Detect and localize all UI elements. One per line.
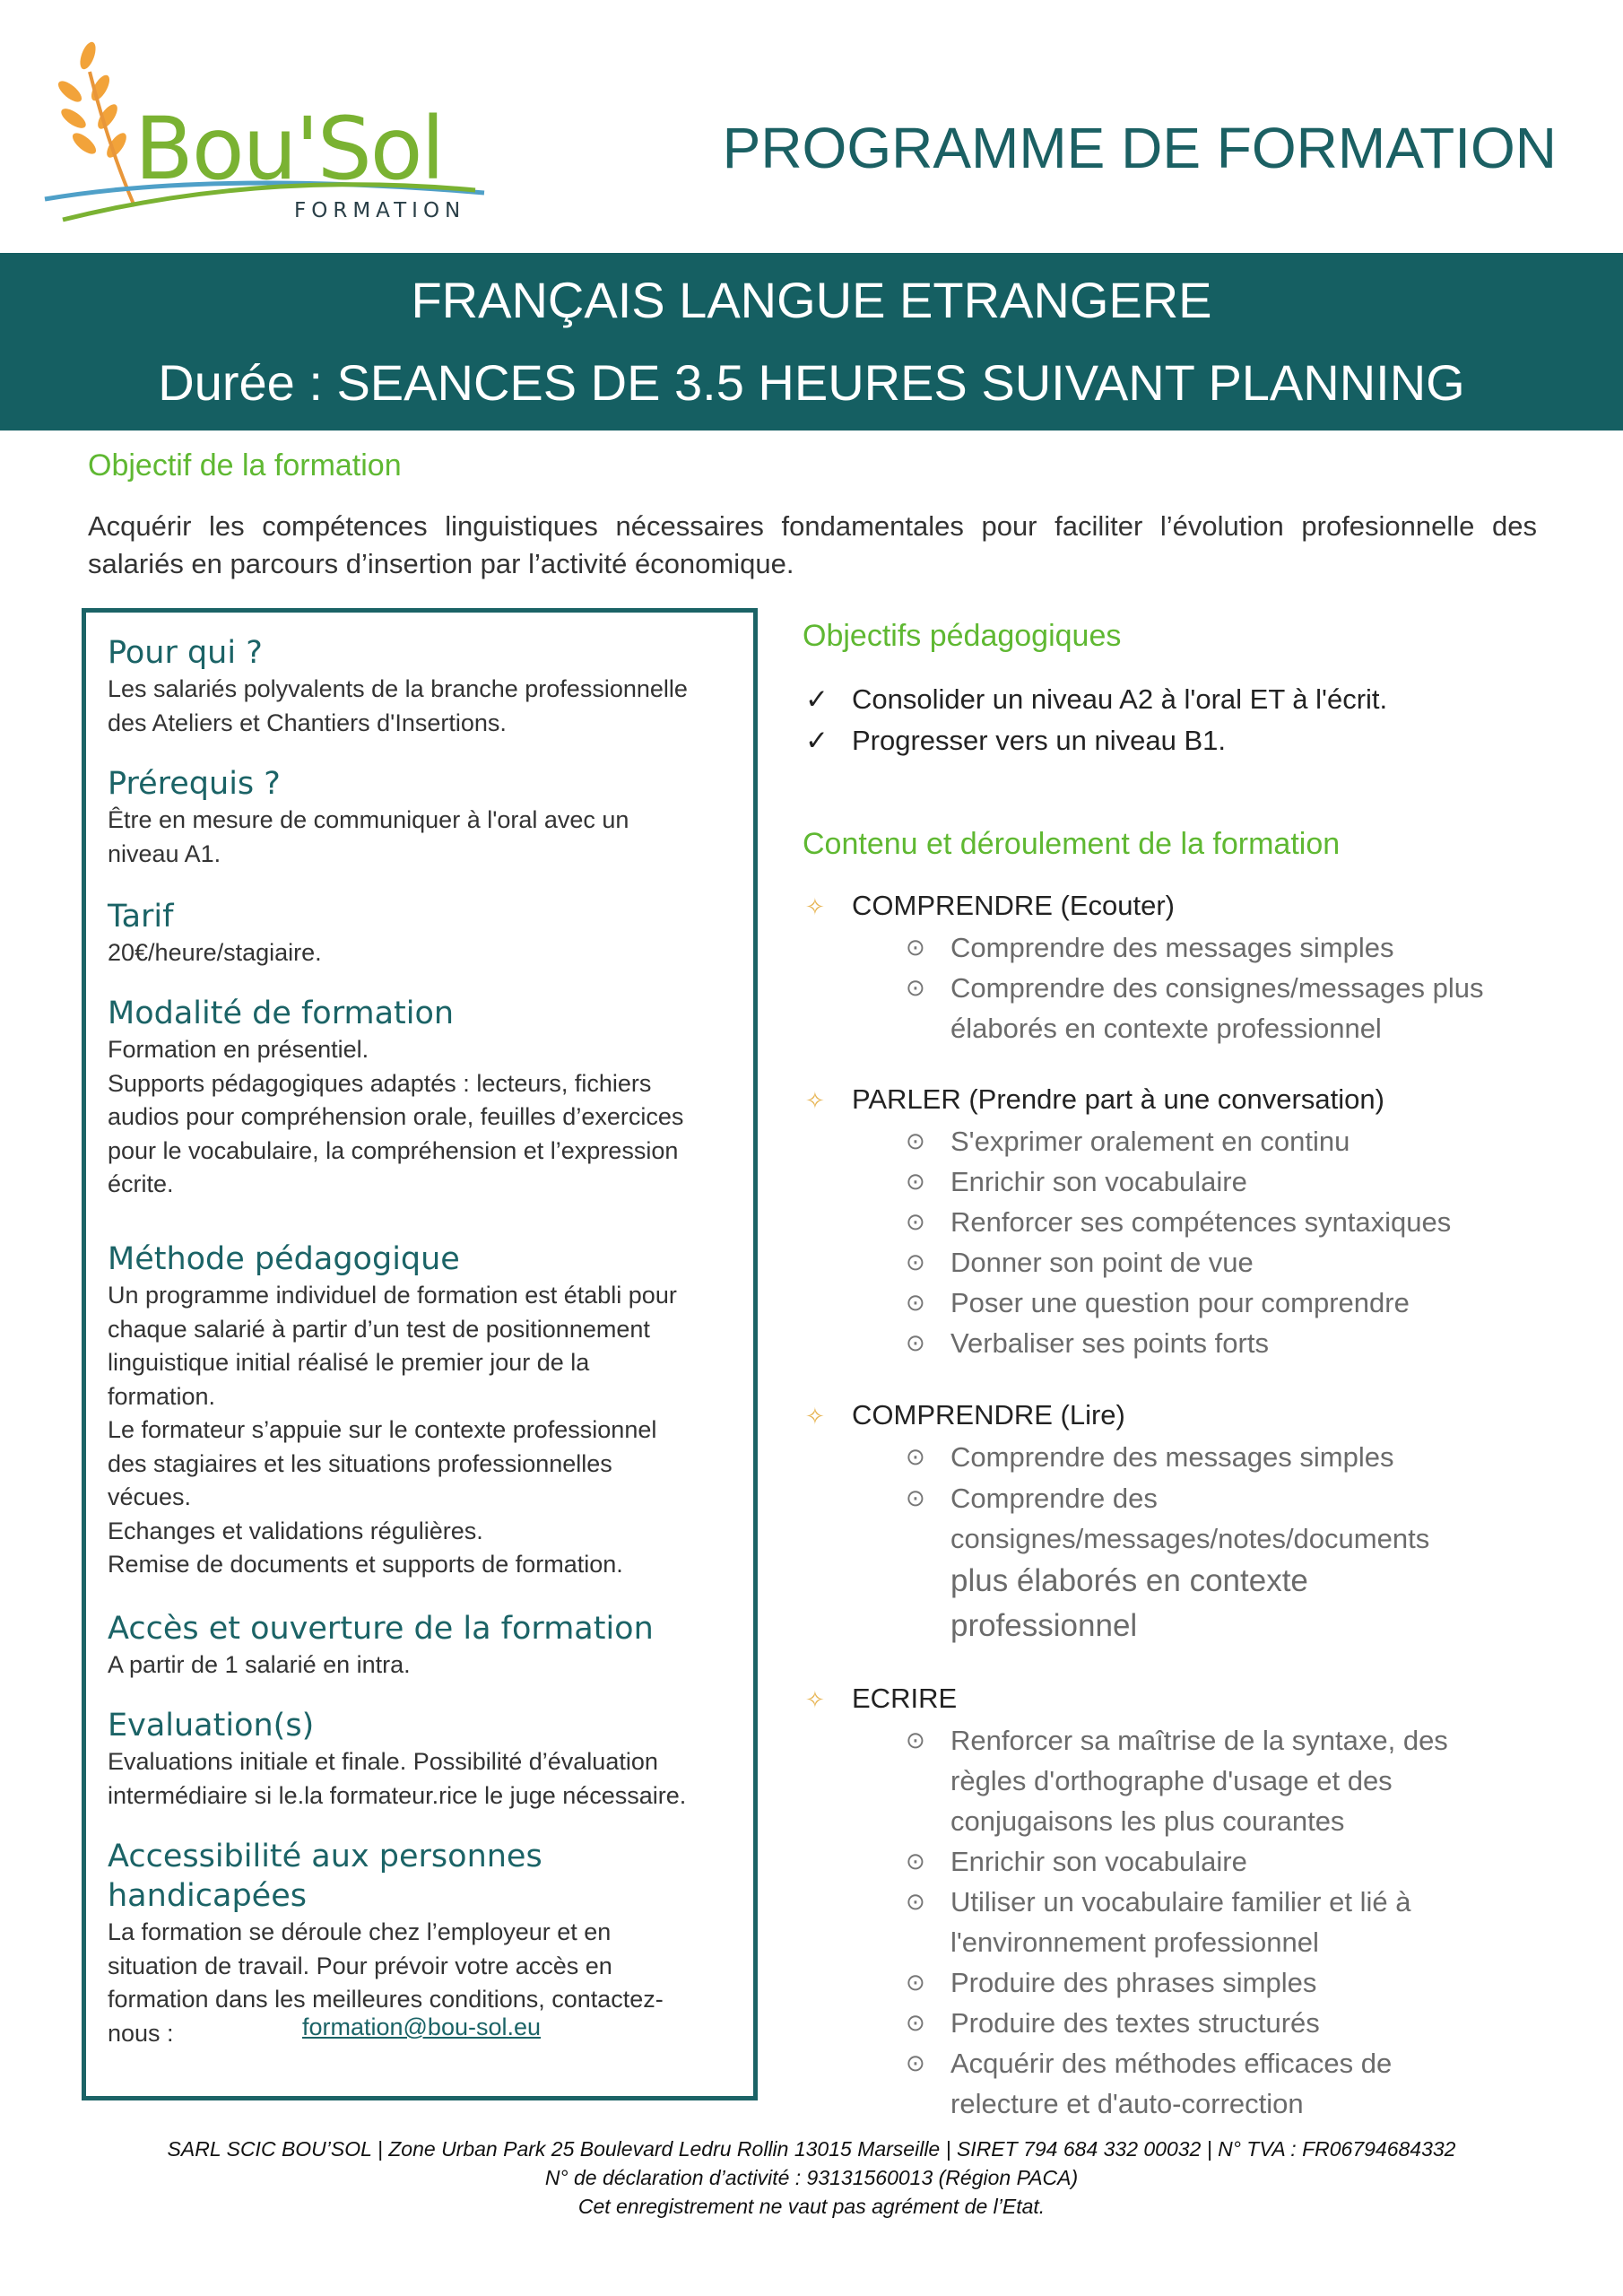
content-item-line: Renforcer ses compétences syntaxiques: [950, 1206, 1452, 1238]
section-line: pour le vocabulaire, la compréhension et l’expression: [108, 1136, 679, 1164]
content-item-line: Comprendre des messages simples: [950, 1441, 1394, 1473]
section-modalite: [108, 994, 735, 1202]
content-item-line: consignes/messages/notes/documents: [950, 1523, 1430, 1554]
objective-heading: Objectif de la formation: [88, 448, 402, 483]
group-head-text: ECRIRE: [852, 1683, 958, 1714]
section-line: Les salariés polyvalents de la branche professionnelle: [108, 675, 688, 702]
section-line: Un programme individuel de formation est établi pour: [108, 1282, 677, 1309]
section-methode: [108, 1239, 735, 1582]
circle-bullet-icon: ⊙: [906, 1888, 925, 1915]
content-item: [906, 2043, 1392, 2124]
section-title: Tarif: [108, 899, 174, 935]
section-line: A partir de 1 salarié en intra.: [108, 1651, 411, 1678]
content-item-line: relecture et d'auto-correction: [950, 2088, 1304, 2119]
pedagogical-objectives-heading: Objectifs pédagogiques: [803, 619, 1122, 653]
section-title: Modalité de formation: [108, 996, 455, 1031]
footer: [0, 2135, 1623, 2221]
course-duration: Durée : SEANCES DE 3.5 HEURES SUIVANT PLANNING: [158, 354, 1465, 411]
content-group-head: [805, 1683, 957, 1715]
content-item: [906, 1437, 1394, 1477]
content-item: [906, 2003, 1320, 2043]
content-item-line: élaborés en contexte professionnel: [950, 1013, 1382, 1044]
section-line: Remise de documents et supports de formation.: [108, 1551, 623, 1578]
content-item: [906, 1841, 1247, 1882]
content-group-head: [805, 1399, 1125, 1431]
group-head-text: PARLER (Prendre part à une conversation): [852, 1083, 1384, 1115]
section-pour-qui: [108, 633, 735, 740]
footer-declaration-line: N° de déclaration d’activité : 93131560013 (Région PACA): [544, 2166, 1079, 2189]
section-line: formation dans les meilleures conditions, contactez-: [108, 1986, 664, 2013]
content-item: [906, 1478, 1429, 1648]
section-line: écrite.: [108, 1170, 174, 1197]
section-line: niveau A1.: [108, 839, 221, 867]
content-heading: Contenu et déroulement de la formation: [803, 827, 1341, 861]
section-line: nous :: [108, 2019, 174, 2047]
circle-bullet-icon: ⊙: [906, 2049, 925, 2076]
section-line: 20€/heure/stagiaire.: [108, 939, 322, 966]
circle-bullet-icon: ⊙: [906, 1289, 925, 1316]
content-item-line: règles d'orthographe d'usage et des: [950, 1765, 1393, 1796]
group-head-text: COMPRENDRE (Lire): [852, 1399, 1125, 1431]
group-head-text: COMPRENDRE (Ecouter): [852, 890, 1175, 921]
section-line: Être en mesure de communiquer à l'oral avec un: [108, 806, 629, 833]
content-item-line: Renforcer sa maîtrise de la syntaxe, des: [950, 1725, 1448, 1756]
content-item-line: Enrichir son vocabulaire: [950, 1846, 1247, 1877]
circle-bullet-icon: ⊙: [906, 1329, 925, 1356]
title-banner: [0, 253, 1623, 430]
section-line: Le formateur s’appuie sur le contexte professionnel: [108, 1416, 657, 1443]
content-item: [906, 968, 1483, 1048]
course-title: FRANÇAIS LANGUE ETRANGERE: [411, 272, 1212, 328]
footer-disclaimer-line: Cet enregistrement ne vaut pas agrément de l’Etat.: [577, 2195, 1046, 2218]
section-line: vécues.: [108, 1483, 192, 1510]
objective-item: [805, 683, 1387, 716]
section-title: Accessibilité aux personnes handicapées: [108, 1839, 542, 1914]
footer-company-line: SARL SCIC BOU’SOL | Zone Urban Park 25 Boulevard Ledru Rollin 13015 Marseille | SIRET 794 684 332 00032 | N° TVA : FR06794684332: [167, 2137, 1456, 2161]
section-line: des stagiaires et les situations professionnelles: [108, 1449, 612, 1477]
page-title: PROGRAMME DE FORMATION: [722, 116, 1557, 180]
content-item-line: conjugaisons les plus courantes: [950, 1805, 1345, 1837]
content-item-line: Poser une question pour comprendre: [950, 1287, 1410, 1318]
section-line: Echanges et validations régulières.: [108, 1517, 483, 1544]
content-item: [906, 1882, 1410, 1962]
content-item-line: plus élaborés en contexte: [950, 1563, 1308, 1598]
section-acces: [108, 1609, 735, 1683]
content-item: [906, 1962, 1316, 2003]
objective-item-text: Progresser vers un niveau B1.: [852, 725, 1226, 756]
objective-item-text: Consolider un niveau A2 à l'oral ET à l'écrit.: [852, 683, 1388, 715]
objective-item: [805, 725, 1226, 757]
check-icon: ✓: [805, 683, 829, 715]
check-icon: ✓: [805, 725, 829, 756]
logo-subtitle: FORMATION: [294, 199, 466, 222]
star-bullet-icon: ✧: [805, 893, 825, 920]
circle-bullet-icon: ⊙: [906, 1969, 925, 1996]
circle-bullet-icon: ⊙: [906, 934, 925, 961]
content-item: [906, 1242, 1254, 1283]
section-line: des Ateliers et Chantiers d'Insertions.: [108, 709, 507, 736]
section-title: Prérequis ?: [108, 766, 281, 802]
section-tarif: [108, 897, 735, 970]
section-line: La formation se déroule chez l’employeur et en: [108, 1918, 612, 1945]
section-line: Evaluations initiale et finale. Possibilité d’évaluation: [108, 1748, 658, 1775]
circle-bullet-icon: ⊙: [906, 1726, 925, 1753]
content-group-head: [805, 890, 1175, 922]
circle-bullet-icon: ⊙: [906, 1484, 925, 1511]
section-prerequis: [108, 764, 735, 871]
content-item-line: Verbaliser ses points forts: [950, 1327, 1269, 1359]
circle-bullet-icon: ⊙: [906, 2009, 925, 2036]
section-line: Supports pédagogiques adaptés : lecteurs, fichiers: [108, 1069, 652, 1097]
wheat-icon: [55, 40, 135, 206]
section-line: intermédiaire si le.la formateur.rice le juge nécessaire.: [108, 1781, 687, 1809]
circle-bullet-icon: ⊙: [906, 1848, 925, 1874]
contact-email-link[interactable]: formation@bou-sol.eu: [301, 2013, 542, 2040]
content-item-line: S'exprimer oralement en continu: [950, 1126, 1350, 1157]
circle-bullet-icon: ⊙: [906, 974, 925, 1001]
content-item-line: professionnel: [950, 1608, 1138, 1643]
content-item-line: Comprendre des: [950, 1483, 1158, 1514]
section-line: chaque salarié à partir d’un test de positionnement: [108, 1315, 650, 1343]
circle-bullet-icon: ⊙: [906, 1127, 925, 1154]
section-line: audios pour compréhension orale, feuilles d’exercices: [108, 1103, 684, 1130]
section-evaluation: [108, 1706, 735, 1813]
content-item: [906, 927, 1394, 968]
star-bullet-icon: ✧: [805, 1686, 825, 1713]
content-item: [906, 1283, 1410, 1323]
star-bullet-icon: ✧: [805, 1087, 825, 1114]
section-line: linguistique initial réalisé le premier jour de la: [108, 1349, 590, 1376]
content-item: [906, 1161, 1247, 1202]
section-line: situation de travail. Pour prévoir votre accès en: [108, 1952, 612, 1979]
circle-bullet-icon: ⊙: [906, 1168, 925, 1195]
content-item-line: Produire des textes structurés: [950, 2007, 1320, 2039]
circle-bullet-icon: ⊙: [906, 1208, 925, 1235]
section-title: Evaluation(s): [108, 1708, 315, 1744]
content-item: [906, 1202, 1451, 1242]
content-item-line: Produire des phrases simples: [950, 1967, 1317, 1998]
content-item: [906, 1720, 1448, 1841]
circle-bullet-icon: ⊙: [906, 1443, 925, 1470]
content-item-line: Comprendre des messages simples: [950, 932, 1394, 963]
content-item-line: Comprendre des consignes/messages plus: [950, 972, 1484, 1004]
section-title: Accès et ouverture de la formation: [108, 1611, 654, 1647]
content-item-line: Acquérir des méthodes efficaces de: [950, 2048, 1393, 2079]
section-line: formation.: [108, 1382, 216, 1410]
content-item-line: Enrichir son vocabulaire: [950, 1166, 1247, 1197]
section-title: Méthode pédagogique: [108, 1241, 460, 1277]
star-bullet-icon: ✧: [805, 1403, 825, 1430]
section-title: Pour qui ?: [108, 635, 263, 671]
objective-text: Acquérir les compétences linguistiques nécessaires fondamentales pour faciliter l’évolution profesionnelle des salariés en parcours d’insertion par l’activité économique.: [88, 510, 1537, 579]
content-item-line: Utiliser un vocabulaire familier et lié à: [950, 1886, 1411, 1918]
content-item-line: l'environnement professionnel: [950, 1926, 1319, 1958]
content-group-head: [805, 1083, 1384, 1116]
content-item: [906, 1323, 1269, 1363]
logo-wordmark: Bou'Sol: [135, 99, 444, 199]
circle-bullet-icon: ⊙: [906, 1248, 925, 1275]
content-item: [906, 1121, 1350, 1161]
content-item-line: Donner son point de vue: [950, 1247, 1254, 1278]
section-line: Formation en présentiel.: [108, 1036, 369, 1063]
